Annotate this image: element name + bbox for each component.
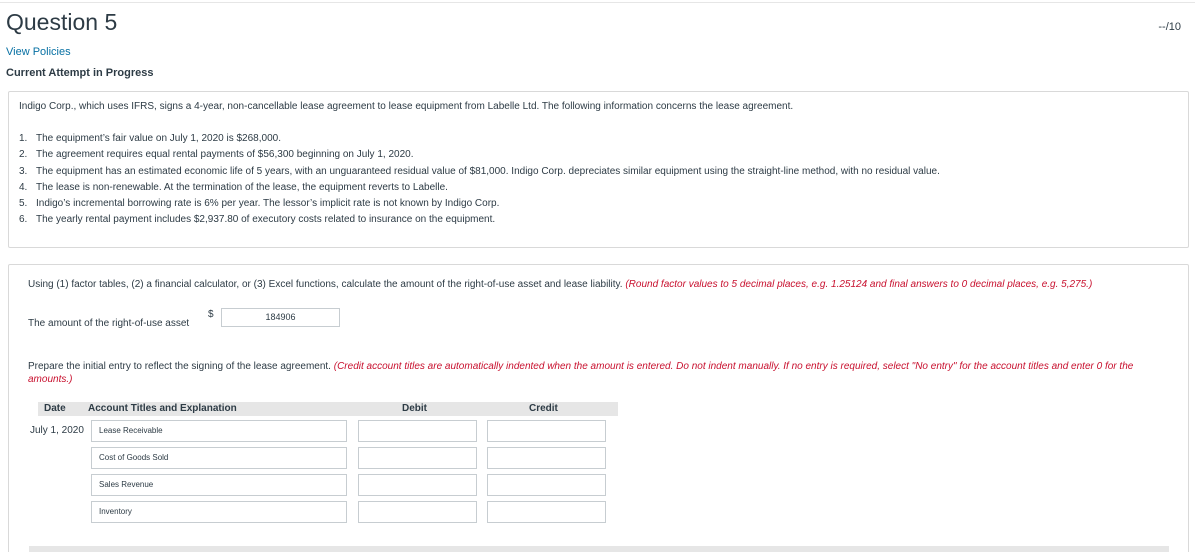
- account-select[interactable]: Sales Revenue: [91, 474, 347, 496]
- credit-input[interactable]: [487, 420, 606, 442]
- entry-date: July 1, 2020: [30, 425, 84, 436]
- account-select[interactable]: Lease Receivable: [91, 420, 347, 442]
- question-score: --/10: [1158, 21, 1181, 33]
- col-debit: Debit: [402, 403, 427, 414]
- currency-symbol: $: [208, 309, 214, 320]
- part1-instruction: Using (1) factor tables, (2) a financial calculator, or (3) Excel functions, calculate the amount of the right-of-use asset and lease liability. (Round factor values to 5 decimal places, e.g. 1.25124 and final answers to 0 decimal places, e.g. 5,275.): [28, 279, 1093, 290]
- answer-box: [8, 264, 1189, 552]
- credit-input[interactable]: [487, 447, 606, 469]
- part2-note: (Credit account titles are automatically indented when the amount is entered. Do not indent manually. If no entry is required, select "No entry" for the account titles and enter 0 for the amounts.): [28, 361, 1134, 385]
- part2-instruction: Prepare the initial entry to reflect the signing of the lease agreement. (Credit account titles are automatically indented when the amount is entered. Do not indent manually. If no entry is required, select "No entry" for the account titles and enter 0 for the amounts.): [28, 361, 1134, 385]
- journal-table-header: [38, 402, 618, 416]
- debit-input[interactable]: [358, 420, 477, 442]
- account-select[interactable]: Cost of Goods Sold: [91, 447, 347, 469]
- credit-input[interactable]: [487, 501, 606, 523]
- col-credit: Credit: [529, 403, 558, 414]
- top-divider: [0, 2, 1195, 3]
- list-item: 1. The equipment’s fair value on July 1, 2020 is $268,000.: [19, 133, 281, 144]
- debit-input[interactable]: [358, 501, 477, 523]
- question-title: Question 5: [6, 9, 118, 35]
- list-item: 4. The lease is non-renewable. At the termination of the lease, the equipment reverts to Labelle.: [19, 181, 448, 193]
- bottom-divider: [29, 546, 1169, 552]
- attempt-status: Current Attempt in Progress: [6, 67, 154, 79]
- problem-box: [8, 91, 1189, 248]
- debit-input[interactable]: [358, 474, 477, 496]
- list-item: 3. The equipment has an estimated economic life of 5 years, with an unguaranteed residual value of $81,000. Indigo Corp. depreciates similar equipment using the straight-line method, with no residual value.: [19, 165, 940, 177]
- credit-input[interactable]: [487, 474, 606, 496]
- list-item: 5. Indigo’s incremental borrowing rate is 6% per year. The lessor’s implicit rate is not known by Indigo Corp.: [19, 198, 500, 210]
- rou-label: The amount of the right-of-use asset: [28, 318, 190, 329]
- col-account: Account Titles and Explanation: [88, 403, 237, 414]
- view-policies-link[interactable]: View Policies: [6, 46, 71, 58]
- account-select[interactable]: Inventory: [91, 501, 347, 523]
- problem-intro: Indigo Corp., which uses IFRS, signs a 4-year, non-cancellable lease agreement to lease equipment from Labelle Ltd. The following information concerns the lease agreement.: [19, 101, 794, 112]
- rou-asset-input[interactable]: 184906: [221, 308, 340, 327]
- list-item: 2. The agreement requires equal rental payments of $56,300 beginning on July 1, 2020.: [19, 149, 414, 161]
- problem-list: [19, 131, 940, 229]
- part1-note: (Round factor values to 5 decimal places, e.g. 1.25124 and final answers to 0 decimal places, e.g. 5,275.): [625, 279, 1093, 290]
- debit-input[interactable]: [358, 447, 477, 469]
- list-item: 6. The yearly rental payment includes $2,937.80 of executory costs related to insurance on the equipment.: [19, 214, 496, 226]
- col-date: Date: [44, 403, 66, 414]
